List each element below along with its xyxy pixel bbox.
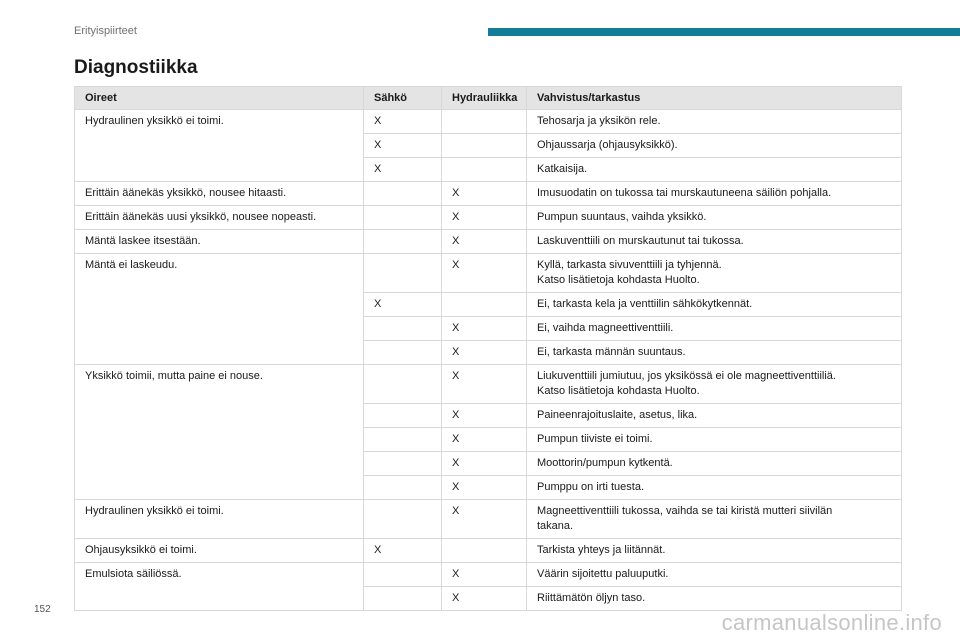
table-row (75, 254, 902, 293)
hydraulic-cell (442, 110, 527, 134)
hydraulic-cell: X (442, 563, 527, 587)
hydraulic-cell (442, 293, 527, 317)
table-row (75, 539, 902, 563)
watermark: carmanualsonline.info (721, 610, 942, 635)
hydraulic-cell: X (442, 404, 527, 428)
electric-cell: X (364, 110, 442, 134)
check-cell (527, 230, 902, 254)
check-text-line: Väärin sijoitettu paluuputki. (537, 568, 669, 580)
check-text-line: Liukuventtiili jumiutuu, jos yksikössä ei ole magneettiventtiiliä. (537, 370, 836, 382)
hydraulic-cell (442, 539, 527, 563)
symptom-cell: Yksikkö toimii, mutta paine ei nouse. (75, 365, 364, 500)
check-cell (527, 341, 902, 365)
check-text-line: Katso lisätietoja kohdasta Huolto. (537, 385, 700, 397)
check-text-line: Katso lisätietoja kohdasta Huolto. (537, 274, 700, 286)
check-cell (527, 476, 902, 500)
check-cell (527, 365, 902, 404)
table-body (75, 110, 902, 611)
check-text-line: Ei, vaihda magneettiventtiili. (537, 322, 674, 334)
column-header-check: Vahvistus/tarkastus (527, 87, 902, 110)
check-text-line: Kyllä, tarkasta sivuventtiili ja tyhjennä. (537, 259, 722, 271)
diagnostics-table (74, 86, 902, 611)
section-label: Erityispiirteet (74, 25, 137, 37)
check-text-line: Laskuventtiili on murskautunut tai tukossa. (537, 235, 744, 247)
column-header-symptoms: Oireet (75, 87, 364, 110)
page-number: 152 (34, 604, 51, 615)
hydraulic-cell (442, 134, 527, 158)
hydraulic-cell: X (442, 500, 527, 539)
check-cell (527, 452, 902, 476)
check-text-line: Pumpun tiiviste ei toimi. (537, 433, 653, 445)
symptom-cell: Emulsiota säiliössä. (75, 563, 364, 611)
check-text-line: Moottorin/pumpun kytkentä. (537, 457, 673, 469)
symptom-cell: Erittäin äänekäs yksikkö, nousee hitaasti. (75, 182, 364, 206)
check-cell (527, 182, 902, 206)
check-cell (527, 206, 902, 230)
column-header-electric: Sähkö (364, 87, 442, 110)
check-cell (527, 500, 902, 539)
check-cell (527, 134, 902, 158)
electric-cell (364, 365, 442, 404)
check-cell (527, 539, 902, 563)
hydraulic-cell: X (442, 206, 527, 230)
electric-cell (364, 230, 442, 254)
electric-cell (364, 404, 442, 428)
electric-cell (364, 254, 442, 293)
check-cell (527, 317, 902, 341)
electric-cell (364, 341, 442, 365)
hydraulic-cell: X (442, 341, 527, 365)
check-text-line: Ei, tarkasta kela ja venttiilin sähkökytkennät. (537, 298, 753, 310)
hydraulic-cell: X (442, 452, 527, 476)
check-cell (527, 587, 902, 611)
check-text-line: Imusuodatin on tukossa tai murskautuneena säiliön pohjalla. (537, 187, 832, 199)
electric-cell: X (364, 293, 442, 317)
check-cell (527, 110, 902, 134)
symptom-cell: Hydraulinen yksikkö ei toimi. (75, 110, 364, 182)
table-row (75, 182, 902, 206)
table-row (75, 110, 902, 134)
table-row (75, 230, 902, 254)
hydraulic-cell: X (442, 182, 527, 206)
table-row (75, 563, 902, 587)
symptom-cell: Erittäin äänekäs uusi yksikkö, nousee nopeasti. (75, 206, 364, 230)
check-text-line: Ei, tarkasta männän suuntaus. (537, 346, 686, 358)
column-header-hydraulic: Hydrauliikka (442, 87, 527, 110)
check-text-line: Tarkista yhteys ja liitännät. (537, 544, 666, 556)
symptom-cell: Ohjausyksikkö ei toimi. (75, 539, 364, 563)
electric-cell (364, 563, 442, 587)
table-row (75, 365, 902, 404)
electric-cell (364, 206, 442, 230)
table-row (75, 500, 902, 539)
hydraulic-cell: X (442, 317, 527, 341)
check-text-line: Katkaisija. (537, 163, 588, 175)
electric-cell (364, 452, 442, 476)
electric-cell: X (364, 134, 442, 158)
check-cell (527, 563, 902, 587)
check-text-line: Magneettiventtiili tukossa, vaihda se tai kiristä mutteri siivilän (537, 505, 833, 517)
table-header-row (75, 87, 902, 110)
check-cell (527, 254, 902, 293)
electric-cell (364, 500, 442, 539)
check-text-line: Riittämätön öljyn taso. (537, 592, 646, 604)
hydraulic-cell: X (442, 428, 527, 452)
check-text-line: takana. (537, 520, 574, 532)
check-text-line: Paineenrajoituslaite, asetus, lika. (537, 409, 698, 421)
symptom-cell: Hydraulinen yksikkö ei toimi. (75, 500, 364, 539)
electric-cell (364, 476, 442, 500)
electric-cell (364, 317, 442, 341)
electric-cell (364, 182, 442, 206)
check-cell (527, 293, 902, 317)
hydraulic-cell: X (442, 365, 527, 404)
check-cell (527, 158, 902, 182)
page-title: Diagnostiikka (74, 57, 198, 78)
check-text-line: Pumppu on irti tuesta. (537, 481, 645, 493)
check-text-line: Tehosarja ja yksikön rele. (537, 115, 661, 127)
header-accent-bar (488, 28, 960, 36)
electric-cell: X (364, 539, 442, 563)
electric-cell: X (364, 158, 442, 182)
symptom-cell: Mäntä ei laskeudu. (75, 254, 364, 365)
check-text-line: Pumpun suuntaus, vaihda yksikkö. (537, 211, 707, 223)
hydraulic-cell: X (442, 476, 527, 500)
hydraulic-cell: X (442, 230, 527, 254)
electric-cell (364, 587, 442, 611)
hydraulic-cell (442, 158, 527, 182)
electric-cell (364, 428, 442, 452)
hydraulic-cell: X (442, 587, 527, 611)
check-cell (527, 404, 902, 428)
check-cell (527, 428, 902, 452)
check-text-line: Ohjaussarja (ohjausyksikkö). (537, 139, 678, 151)
hydraulic-cell: X (442, 254, 527, 293)
symptom-cell: Mäntä laskee itsestään. (75, 230, 364, 254)
diagnostics-table-container (74, 86, 901, 611)
table-row (75, 206, 902, 230)
